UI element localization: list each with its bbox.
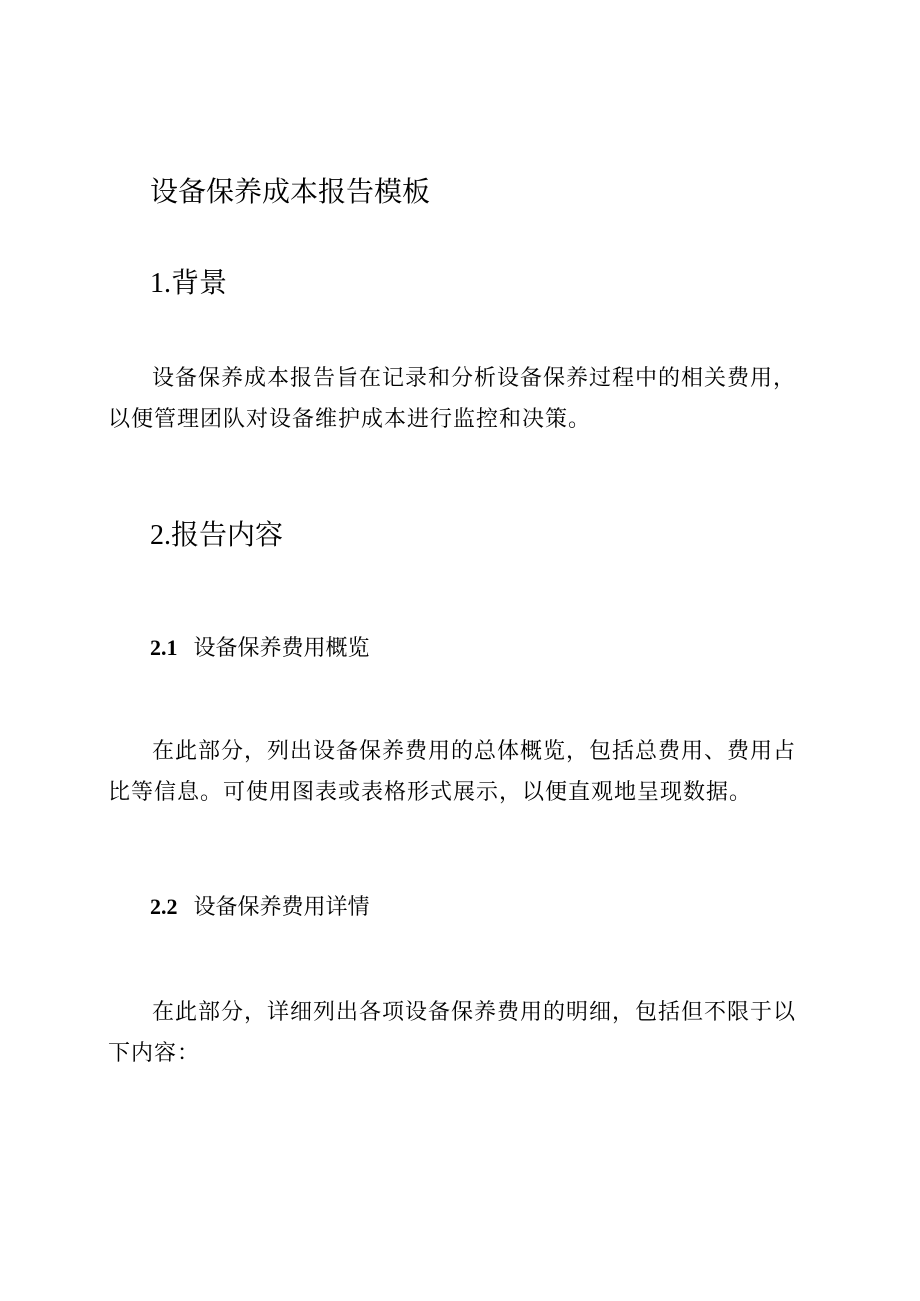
section-heading-report-content — [150, 515, 283, 556]
subsection-heading-overview — [150, 632, 370, 665]
subsection-heading-details — [150, 891, 370, 924]
subsection-number: 2.2 — [150, 894, 178, 919]
background-paragraph: 设备保养成本报告旨在记录和分析设备保养过程中的相关费用，以便管理团队对设备维护成本进行监控和决策。 — [108, 366, 797, 432]
section-title: 背景 — [171, 266, 228, 299]
section-title: 报告内容 — [171, 518, 284, 551]
overview-paragraph: 在此部分，列出设备保养费用的总体概览，包括总费用、费用占比等信息。可使用图表或表格形式展示，以便直观地呈现数据。 — [108, 739, 797, 805]
subsection-number: 2.1 — [150, 635, 178, 660]
section-number: 1. — [150, 268, 171, 299]
subsection-title: 设备保养费用详情 — [193, 895, 370, 920]
document-title: 设备保养成本报告模板 — [150, 175, 431, 208]
details-paragraph: 在此部分，详细列出各项设备保养费用的明细，包括但不限于以下内容： — [108, 1000, 797, 1066]
section-number: 2. — [150, 520, 171, 551]
section-heading-background — [150, 263, 227, 304]
subsection-title: 设备保养费用概览 — [193, 636, 370, 661]
